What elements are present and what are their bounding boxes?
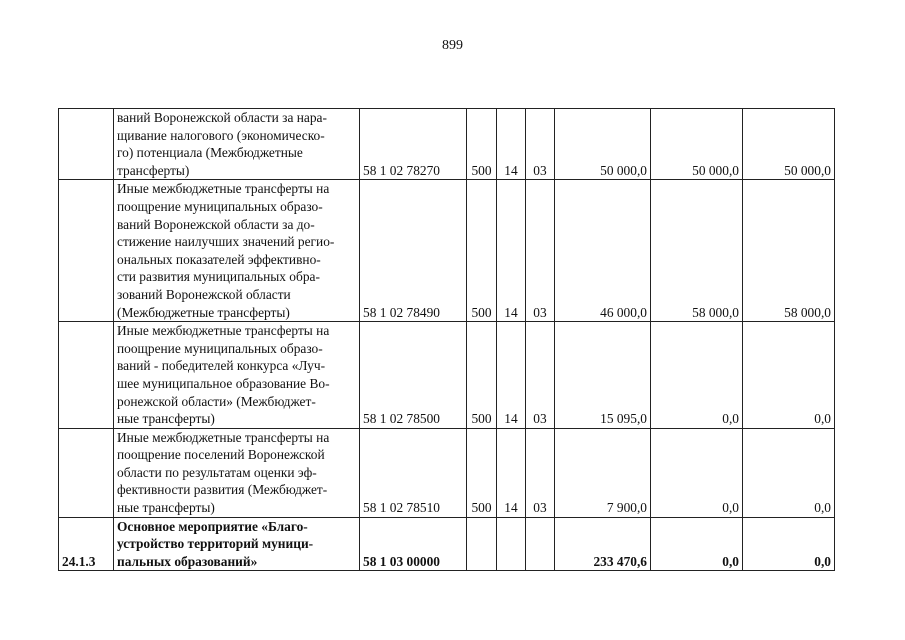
description-line: пальных образований» xyxy=(117,553,258,569)
row-description-cell xyxy=(114,109,360,180)
row-amount-3-cell: 50 000,0 xyxy=(743,109,835,180)
description-line: ваний - победителей конкурса «Луч- xyxy=(117,358,326,374)
table-row xyxy=(59,322,835,429)
table-row xyxy=(59,109,835,180)
description-line: ваний Воронежской области за нара- xyxy=(117,110,327,125)
row-subsection-cell: 03 xyxy=(526,428,555,517)
row-amount-3-cell: 0,0 xyxy=(743,517,835,571)
description-line: го) потенциала (Межбюджетные xyxy=(117,145,303,161)
row-target-code-cell: 58 1 02 78270 xyxy=(360,109,467,180)
description-line: ональных показателей эффективно- xyxy=(117,251,321,267)
row-expense-type-cell: 500 xyxy=(467,322,497,429)
row-amount-2-cell: 50 000,0 xyxy=(651,109,743,180)
description-line: стижение наилучших значений регио- xyxy=(117,234,335,250)
row-expense-type-cell: 500 xyxy=(467,428,497,517)
page-number: 899 xyxy=(442,38,463,53)
row-section-cell: 14 xyxy=(497,109,526,180)
description-line: ронежской области» (Межбюджет- xyxy=(117,393,316,409)
description-line: Основное мероприятие «Благо- xyxy=(117,518,308,534)
description-line: устройство территорий муници- xyxy=(117,536,314,552)
row-target-code-cell: 58 1 02 78500 xyxy=(360,322,467,429)
description-line: поощрение муниципальных образо- xyxy=(117,340,323,356)
table-row xyxy=(59,180,835,322)
row-section-cell: 14 xyxy=(497,428,526,517)
row-description-cell xyxy=(114,428,360,517)
description-line: ваний Воронежской области за до- xyxy=(117,216,315,232)
description-line: фективности развития (Межбюджет- xyxy=(117,482,328,498)
row-amount-1-cell: 7 900,0 xyxy=(555,428,651,517)
row-target-code-cell: 58 1 03 00000 xyxy=(360,517,467,571)
row-section-cell xyxy=(497,517,526,571)
description-line: Иные межбюджетные трансферты на xyxy=(117,429,330,445)
description-line: поощрение поселений Воронежской xyxy=(117,447,325,463)
description-line: щивание налогового (экономическо- xyxy=(117,127,325,143)
description-line: области по результатам оценки эф- xyxy=(117,464,317,480)
description-line: ные трансферты) xyxy=(117,500,215,516)
description-line: Иные межбюджетные трансферты на xyxy=(117,181,330,197)
row-index-cell xyxy=(59,428,114,517)
budget-table xyxy=(58,108,835,571)
row-index-cell xyxy=(59,109,114,180)
row-section-cell: 14 xyxy=(497,180,526,322)
row-subsection-cell xyxy=(526,517,555,571)
row-amount-2-cell: 0,0 xyxy=(651,322,743,429)
row-amount-1-cell: 15 095,0 xyxy=(555,322,651,429)
row-amount-2-cell: 0,0 xyxy=(651,428,743,517)
row-expense-type-cell: 500 xyxy=(467,109,497,180)
description-line: шее муниципальное образование Во- xyxy=(117,375,330,391)
row-target-code-cell: 58 1 02 78490 xyxy=(360,180,467,322)
row-amount-3-cell: 58 000,0 xyxy=(743,180,835,322)
row-subsection-cell: 03 xyxy=(526,180,555,322)
table-row xyxy=(59,517,835,571)
table-row xyxy=(59,428,835,517)
description-line: Иные межбюджетные трансферты на xyxy=(117,323,330,339)
row-description-cell xyxy=(114,322,360,429)
row-description-cell xyxy=(114,517,360,571)
description-line: поощрение муниципальных образо- xyxy=(117,198,323,214)
description-line: зований Воронежской области xyxy=(117,286,291,302)
row-amount-3-cell: 0,0 xyxy=(743,428,835,517)
row-expense-type-cell xyxy=(467,517,497,571)
row-amount-2-cell: 58 000,0 xyxy=(651,180,743,322)
row-amount-1-cell: 233 470,6 xyxy=(555,517,651,571)
row-section-cell: 14 xyxy=(497,322,526,429)
row-amount-1-cell: 50 000,0 xyxy=(555,109,651,180)
row-target-code-cell: 58 1 02 78510 xyxy=(360,428,467,517)
row-description-cell xyxy=(114,180,360,322)
description-line: ные трансферты) xyxy=(117,411,215,427)
row-amount-1-cell: 46 000,0 xyxy=(555,180,651,322)
row-expense-type-cell: 500 xyxy=(467,180,497,322)
description-line: сти развития муниципальных обра- xyxy=(117,269,320,285)
row-index-cell: 24.1.3 xyxy=(59,517,114,571)
row-subsection-cell: 03 xyxy=(526,322,555,429)
description-line: (Межбюджетные трансферты) xyxy=(117,304,290,320)
row-index-cell xyxy=(59,322,114,429)
description-line: трансферты) xyxy=(117,162,190,178)
row-amount-2-cell: 0,0 xyxy=(651,517,743,571)
row-amount-3-cell: 0,0 xyxy=(743,322,835,429)
row-subsection-cell: 03 xyxy=(526,109,555,180)
row-index-cell xyxy=(59,180,114,322)
